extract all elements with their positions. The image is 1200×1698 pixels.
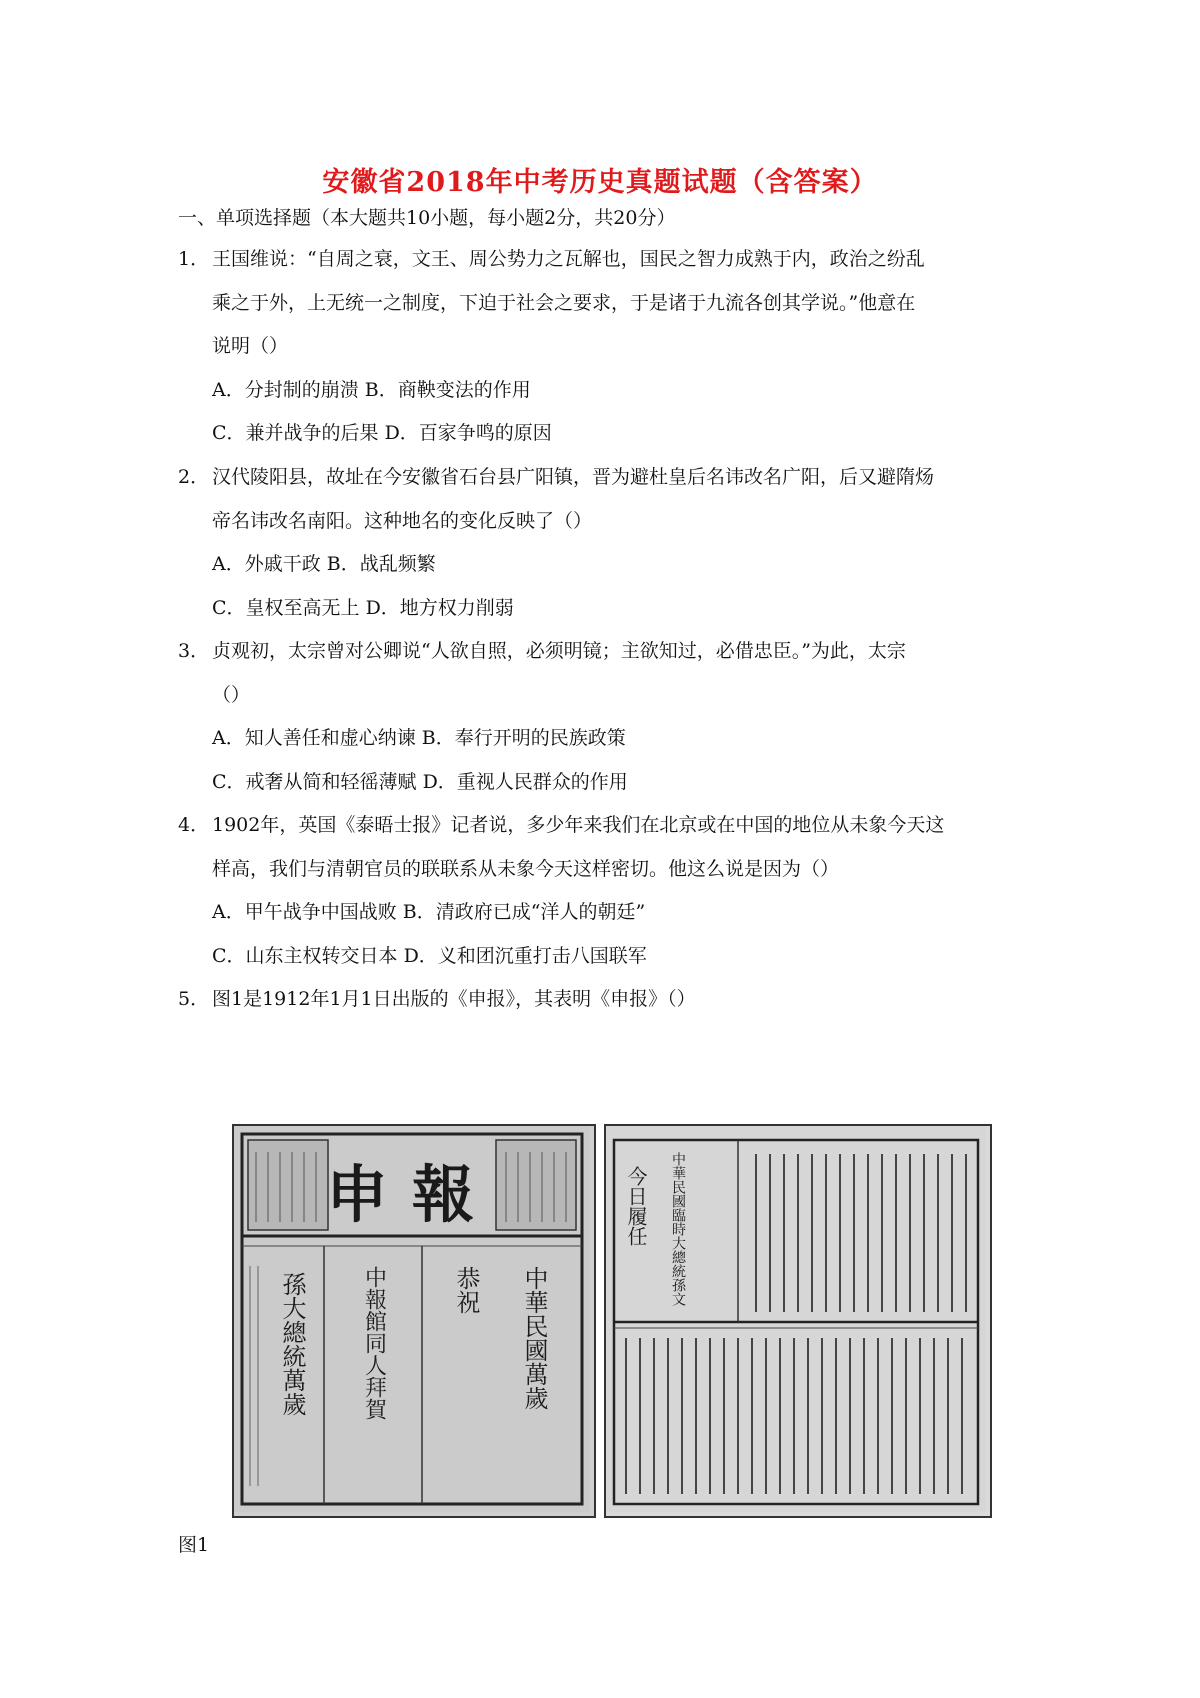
- question-5-line-1: [178, 987, 696, 1011]
- question-4-line-1: [178, 813, 944, 837]
- column-text: 中華民國臨時大總統孫文: [670, 1152, 686, 1306]
- masthead-text: 申報: [325, 1158, 499, 1231]
- section-heading: 一、单项选择题（本大题共10小题，每小题2分，共20分）: [178, 207, 676, 229]
- question-4-line-2: 样高，我们与清朝官员的联联系从未象今天这样密切。他这么说是因为（）: [212, 858, 840, 880]
- question-3-options-ab: A．知人善任和虚心纳谏 B．奉行开明的民族政策: [212, 727, 626, 749]
- question-1-line-1: [178, 247, 925, 271]
- question-text: 1902年，英国《泰晤士报》记者说，多少年来我们在北京或在中国的地位从未象今天这: [212, 814, 945, 836]
- question-4-options-ab: A．甲午战争中国战败 B．清政府已成“洋人的朝廷”: [212, 901, 646, 923]
- question-4-options-cd: C．山东主权转交日本 D．义和团沉重打击八国联军: [212, 945, 647, 967]
- question-text: 汉代陵阳县，故址在今安徽省石台县广阳镇，晋为避杜皇后名讳改名广阳，后又避隋炀: [212, 466, 935, 488]
- column-text: 中報館同人拜賀: [361, 1266, 387, 1420]
- figure-caption: 图1: [178, 1534, 210, 1556]
- question-text: 图1是1912年1月1日出版的《申报》，其表明《申报》（）: [212, 988, 696, 1010]
- question-number: 3．: [178, 640, 210, 662]
- question-2-options-ab: A．外戚干政 B．战乱频繁: [212, 553, 436, 575]
- column-text: 孫大總統萬歲: [278, 1272, 306, 1416]
- question-text: 贞观初，太宗曾对公卿说“人欲自照，必须明镜；主欲知过，必借忠臣。”为此，太宗: [212, 640, 906, 662]
- question-1-line-2: 乘之于外，上无统一之制度，下迫于社会之要求，于是诸于九流各创其学说。”他意在: [212, 292, 916, 314]
- question-1-options-ab: A．分封制的崩溃 B．商鞅变法的作用: [212, 379, 531, 401]
- newspaper-image-inauguration: [604, 1124, 992, 1518]
- page-title: 安徽省2018年中考历史真题试题（含答案）: [322, 167, 878, 198]
- question-1-options-cd: C．兼并战争的后果 D．百家争鸣的原因: [212, 422, 552, 444]
- question-number: 5．: [178, 988, 210, 1010]
- question-2-line-2: 帝名讳改名南阳。这种地名的变化反映了（）: [212, 510, 593, 532]
- figure-1: [232, 1124, 992, 1514]
- question-3-options-cd: C．戒奢从简和轻徭薄赋 D．重视人民群众的作用: [212, 771, 628, 793]
- question-number: 4．: [178, 814, 210, 836]
- column-text: 中華民國萬歲: [520, 1266, 548, 1410]
- question-number: 1．: [178, 248, 210, 270]
- question-number: 2．: [178, 466, 210, 488]
- newspaper-image-shenbao: [232, 1124, 596, 1518]
- question-3-line-1: [178, 639, 906, 663]
- question-2-line-1: [178, 465, 934, 489]
- question-2-options-cd: C．皇权至高无上 D．地方权力削弱: [212, 597, 514, 619]
- question-3-line-2: （）: [212, 684, 251, 706]
- column-text: 今日履任: [624, 1166, 648, 1246]
- question-1-line-3: 说明（）: [212, 335, 289, 357]
- column-text: 恭祝: [452, 1266, 480, 1314]
- question-text: 王国维说：“自周之衰，文王、周公势力之瓦解也，国民之智力成熟于内，政治之纷乱: [212, 248, 925, 270]
